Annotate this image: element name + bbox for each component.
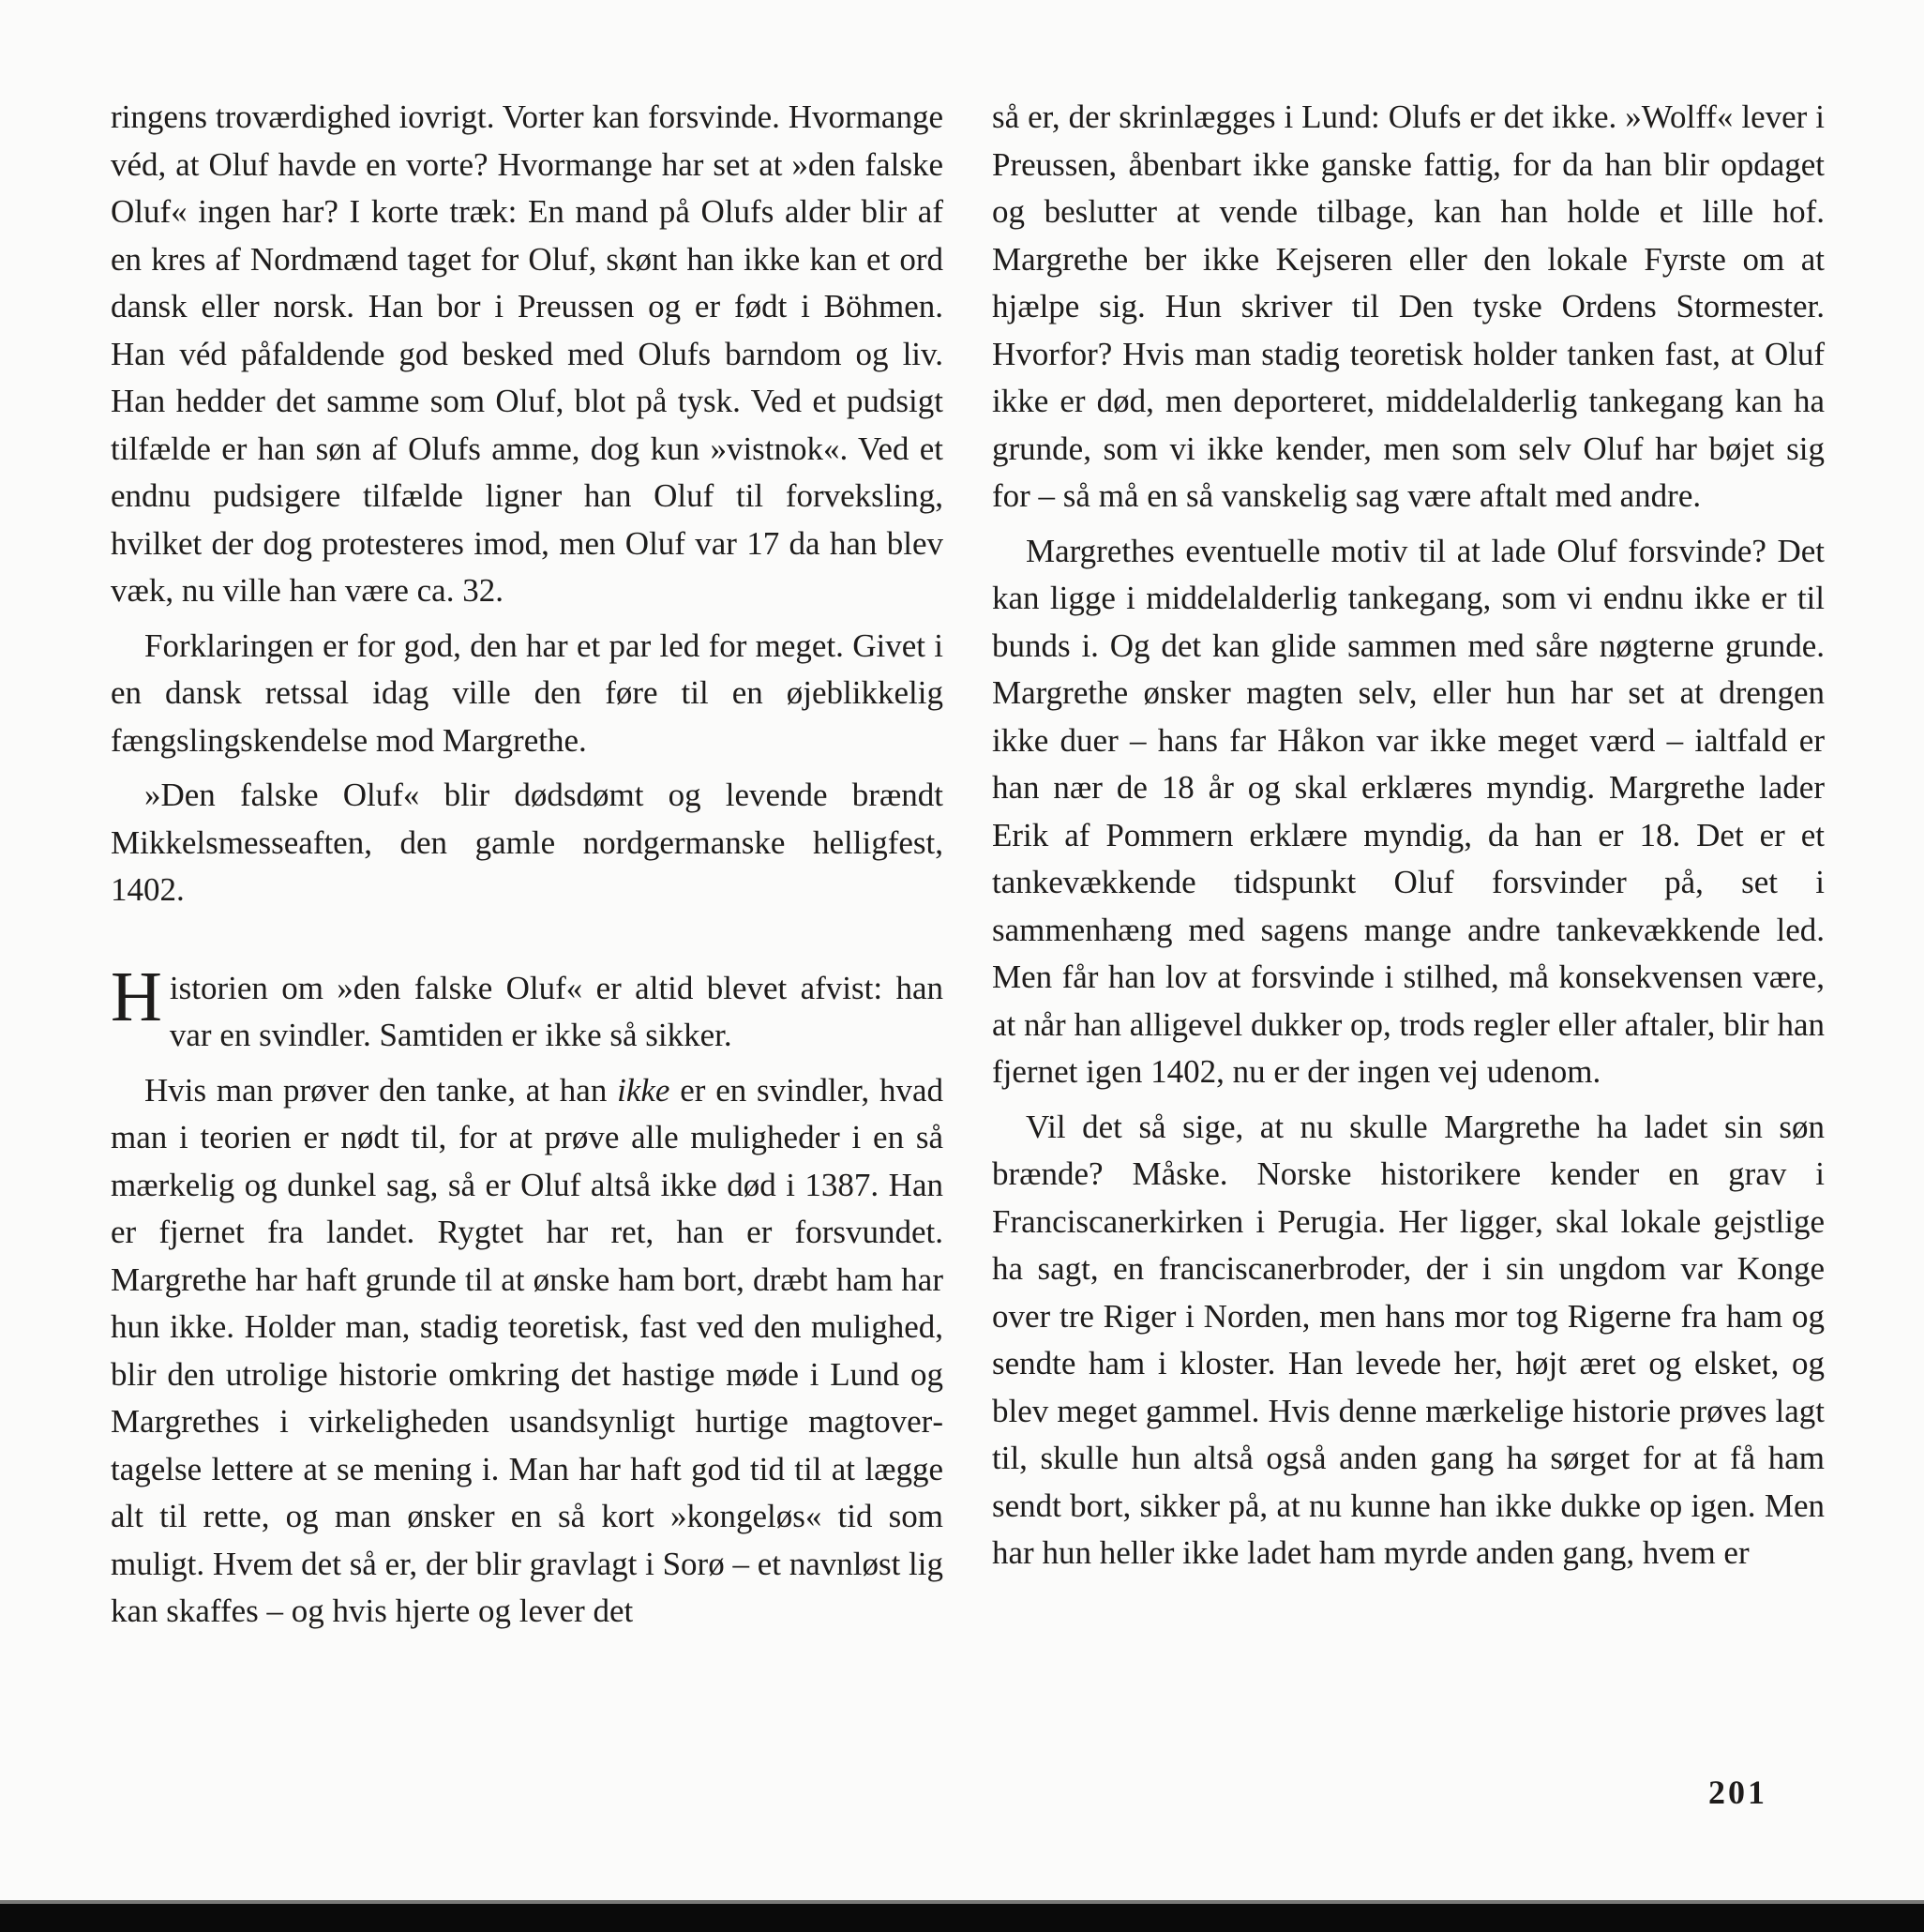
- paragraph: »Den falske Oluf« blir dødsdømt og levende brændt Mikkelsmesseaften, den gamle nordgermanske helligfest, 1402.: [111, 777, 943, 908]
- paragraph-text: istorien om »den falske Oluf« er altid blevet afvist: han var en svindler. Samtiden er ikke så sikker.: [169, 969, 943, 1053]
- paragraph: så er, der skrinlægges i Lund: Olufs er det ikke. »Wolff« lever i Preussen, åbenbart ikke ganske fattig, for da han blir opdaget og beslutter at vende tilbage, kan han holde et lille hof. Margrethe ber ikke Kejseren eller den lokale Fyrste om at hjælpe sig. Hun skriver til Den tyske Ordens Stormester. Hvorfor? Hvis man stadig teoretisk holder tanken fast, at Oluf ikke er død, men deporteret, middelalderlig tankegang kan ha grunde, som vi ikke kender, men som selv Oluf har bøjet sig for – så må en så vanskelig sag være aftalt med andre.: [992, 98, 1825, 514]
- scanner-bottom-bar: [0, 1904, 1924, 1932]
- paragraph: Margrethes eventuelle motiv til at lade Oluf forsvinde? Det kan ligge i middelalderlig tankegang, som vi endnu ikke er til bunds i. Og det kan glide sammen med såre nøgterne grunde. Margrethe ønsker magten selv, eller hun har set at drengen ikke duer – hans far Håkon var ikke meget værd – ialtfald er han nær de 18 år og skal erklæres myndig. Margrethe lader Erik af Pommern erklære myndig, da han er 18. Det er et tankevækkende tidspunkt Oluf forsvinder på, set i sammenhæng med sagens mange andre tankevækkende led. Men får han lov at forsvinde i stilhed, må konsekvensen være, at når han alligevel dukker op, trods regler eller aftaler, blir han fjernet igen 1402, nu er der ingen vej udenom.: [992, 532, 1825, 1090]
- page-number: 201: [1708, 1774, 1767, 1811]
- paragraph-text: Hvis man prøver den tanke, at han: [144, 1071, 618, 1109]
- paragraph: ringens troværdighed iovrigt. Vorter kan forsvinde. Hvormange véd, at Oluf havde en vorte? Hvormange har set at »den falske Oluf« ingen har? I korte træk: En mand på Olufs alder blir af en kres af Nordmænd taget for Oluf, skønt han ikke kan et ord dansk eller norsk. Han bor i Preussen og er født i Böhmen. Han véd påfaldende god besked med Olufs barndom og liv. Han hedder det samme som Oluf, blot på tysk. Ved et pudsigt tilfælde er han søn af Olufs amme, dog kun »vistnok«. Ved et endnu pudsigere tilfælde ligner han Oluf til forveksling, hvilket der dog protesteres imod, men Oluf var 17 da han blev væk, nu ville han være ca. 32.: [111, 98, 943, 609]
- paragraph-text: er en svindler, hvad man i teorien er nødt til, for at prøve alle muligheder i en så mærkelig og dunkel sag, så er Oluf altså ikke død i 1387. Han er fjernet fra landet. Rygtet har ret, han er forsvundet. Margrethe har haft grunde til at ønske ham bort, dræbt ham har hun ikke. Holder man, stadig teoretisk, fast ved den mulighed, blir den utrolige historie omkring det hastige møde i Lund og Margrethes i virkeligheden usandsynligt hurtige magtovertagelse lettere at se mening i. Man har haft god tid til at lægge alt til rette, og man ønsker en så kort »kongeløs« tid som muligt. Hvem det så er, der blir gravlagt i Sorø – et navnløst lig kan skaffes – og hvis hjerte og lever det: [111, 1071, 944, 1629]
- drop-cap: H: [111, 957, 162, 1036]
- section-opening-paragraph: [111, 957, 943, 1060]
- emphasis-text: ikke: [617, 1071, 670, 1109]
- paragraph: Forklaringen er for god, den har et par led for meget. Givet i en dansk retssal idag ville den føre til en øjeblikkelig fængslingskendelse mod Margrethe.: [111, 626, 943, 759]
- paragraph: Vil det så sige, at nu skulle Margrethe ha ladet sin søn brænde? Måske. Norske historikere kender en grav i Franciscanerkirken i Perugia. Her ligger, skal lokale gejstlige ha sagt, en franciscanerbroder, der i sin ungdom var Konge over tre Riger i Norden, men hans mor tog Rigerne fra ham og sendte ham i kloster. Han levede her, højt æret og elsket, og blev meget gammel. Hvis denne mærkelige historie prøves lagt til, skulle hun altså også anden gang ha sørget for at få ham sendt bort, sikker på, at nu kunne han ikke dukke op igen. Men har hun heller ikke ladet ham myrde anden gang, hvem er: [992, 1108, 1825, 1571]
- right-text-column: [992, 94, 1825, 1577]
- left-text-column: [111, 94, 943, 1636]
- paragraph: [111, 1067, 943, 1636]
